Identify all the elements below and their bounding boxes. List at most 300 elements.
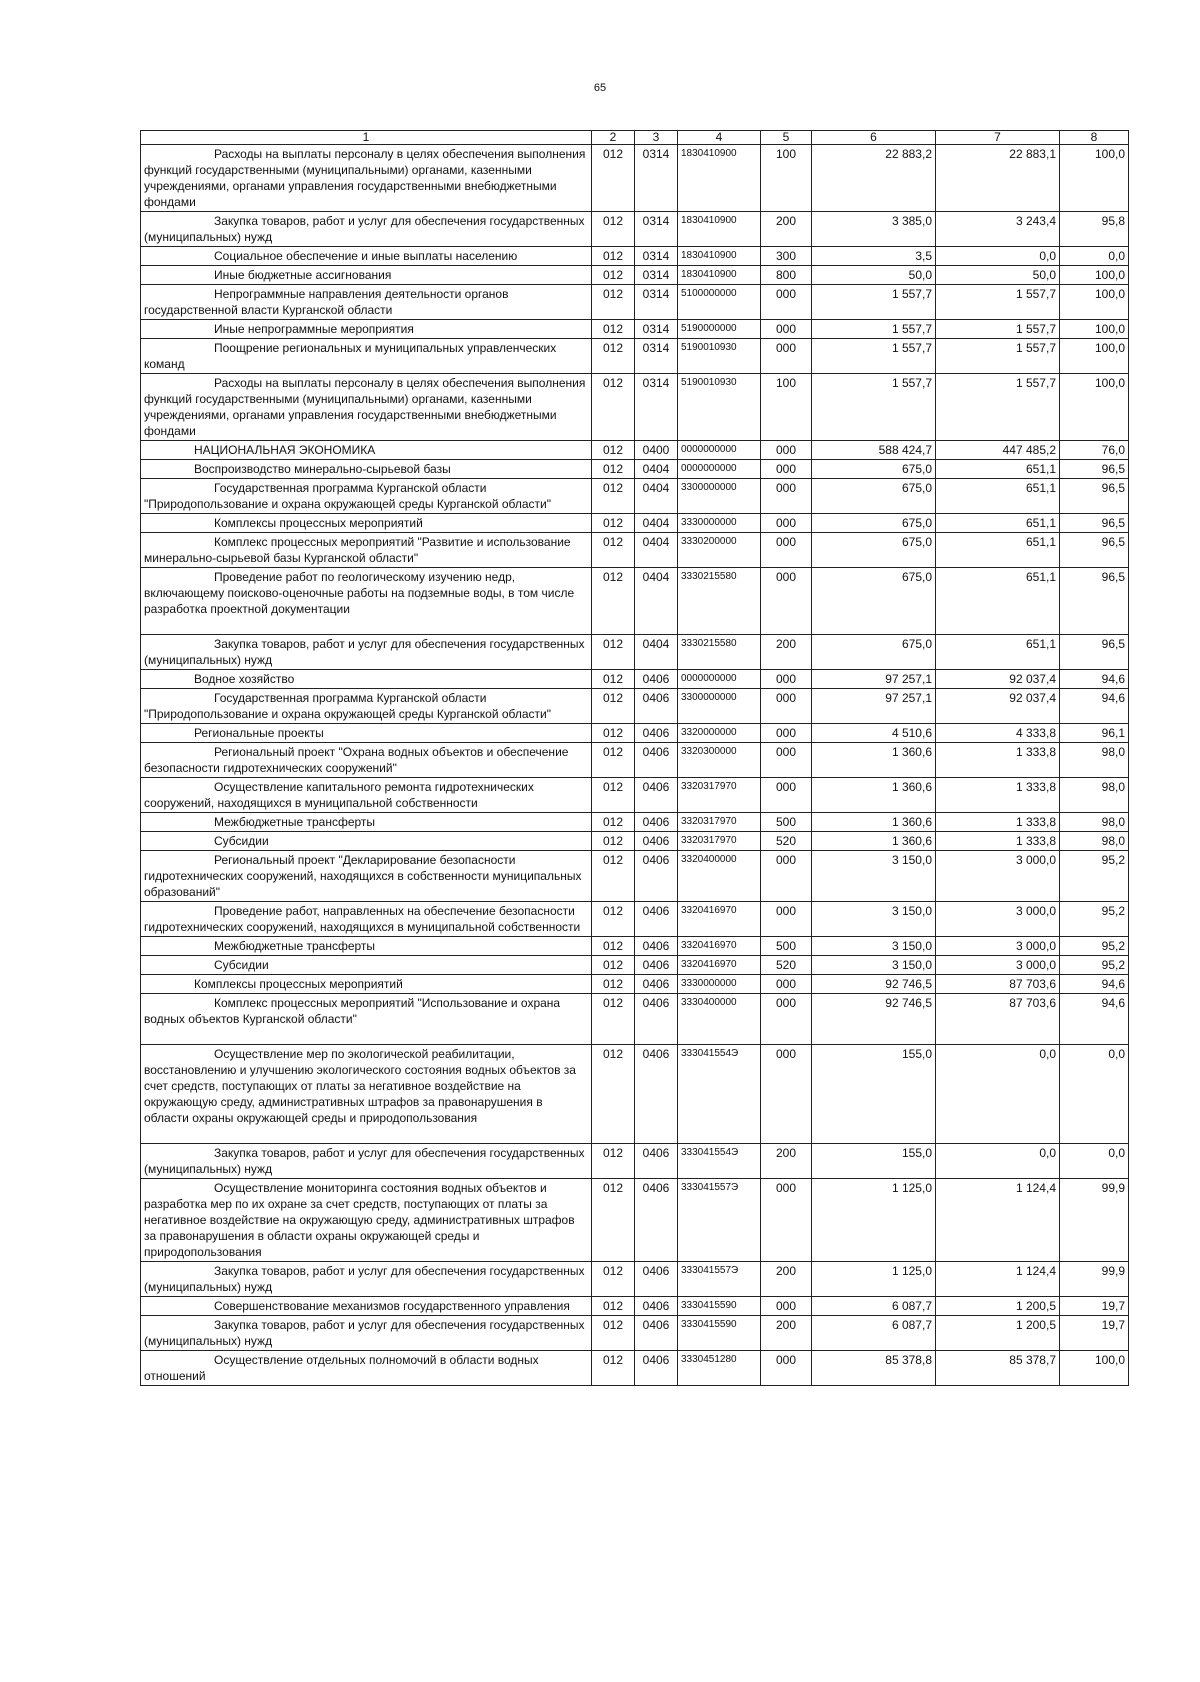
row-name xyxy=(141,937,592,956)
row-name xyxy=(141,1179,592,1262)
row-planned: 1 360,6 xyxy=(812,832,936,851)
row-name-text: Проведение работ, направленных на обеспечение безопасности гидротехнических сооружений, находящихся в муниципальной собственности xyxy=(144,904,581,934)
row-target-code: 3320416970 xyxy=(678,902,761,937)
table-row xyxy=(141,1297,1129,1316)
row-target-code: 5190000000 xyxy=(678,320,761,339)
row-percent: 95,8 xyxy=(1060,212,1129,247)
row-percent: 100,0 xyxy=(1060,145,1129,212)
row-expense-type: 000 xyxy=(761,1045,812,1144)
row-name xyxy=(141,975,592,994)
row-section-code: 0314 xyxy=(635,266,678,285)
row-planned: 3,5 xyxy=(812,247,936,266)
row-planned: 92 746,5 xyxy=(812,994,936,1045)
table-row xyxy=(141,1316,1129,1351)
row-section-code: 0406 xyxy=(635,1045,678,1144)
row-ved-code: 012 xyxy=(592,514,635,533)
row-planned: 1 557,7 xyxy=(812,339,936,374)
row-percent: 100,0 xyxy=(1060,339,1129,374)
row-planned: 675,0 xyxy=(812,460,936,479)
row-actual: 50,0 xyxy=(936,266,1060,285)
row-percent: 98,0 xyxy=(1060,832,1129,851)
table-row xyxy=(141,145,1129,212)
row-name xyxy=(141,1045,592,1144)
row-section-code: 0314 xyxy=(635,212,678,247)
header-row xyxy=(141,131,1129,145)
row-percent: 96,1 xyxy=(1060,724,1129,743)
row-planned: 6 087,7 xyxy=(812,1316,936,1351)
row-section-code: 0406 xyxy=(635,1179,678,1262)
row-name xyxy=(141,1316,592,1351)
row-ved-code: 012 xyxy=(592,266,635,285)
row-actual: 1 200,5 xyxy=(936,1297,1060,1316)
table-row xyxy=(141,902,1129,937)
row-section-code: 0404 xyxy=(635,514,678,533)
row-section-code: 0406 xyxy=(635,937,678,956)
row-target-code: 333041554Э xyxy=(678,1045,761,1144)
table-row xyxy=(141,975,1129,994)
row-expense-type: 520 xyxy=(761,956,812,975)
row-actual: 0,0 xyxy=(936,1045,1060,1144)
row-target-code: 3320300000 xyxy=(678,743,761,778)
col-header: 2 xyxy=(592,131,635,145)
page-number: 65 xyxy=(593,82,607,94)
row-target-code: 5100000000 xyxy=(678,285,761,320)
row-name xyxy=(141,533,592,568)
row-actual: 22 883,1 xyxy=(936,145,1060,212)
col-header: 4 xyxy=(678,131,761,145)
table-row xyxy=(141,832,1129,851)
table-row xyxy=(141,813,1129,832)
row-expense-type: 000 xyxy=(761,1351,812,1386)
row-name-text: Закупка товаров, работ и услуг для обеспечения государственных (муниципальных) нужд xyxy=(144,1318,585,1348)
row-actual: 0,0 xyxy=(936,1144,1060,1179)
row-ved-code: 012 xyxy=(592,145,635,212)
row-planned: 675,0 xyxy=(812,533,936,568)
row-actual: 1 333,8 xyxy=(936,832,1060,851)
row-ved-code: 012 xyxy=(592,1316,635,1351)
row-ved-code: 012 xyxy=(592,533,635,568)
row-expense-type: 000 xyxy=(761,285,812,320)
row-planned: 22 883,2 xyxy=(812,145,936,212)
row-actual: 1 557,7 xyxy=(936,374,1060,441)
table-row xyxy=(141,568,1129,635)
budget-table xyxy=(140,130,1129,1386)
row-name xyxy=(141,339,592,374)
row-ved-code: 012 xyxy=(592,689,635,724)
row-planned: 92 746,5 xyxy=(812,975,936,994)
row-expense-type: 000 xyxy=(761,1179,812,1262)
row-name xyxy=(141,689,592,724)
row-target-code: 3320317970 xyxy=(678,813,761,832)
row-ved-code: 012 xyxy=(592,937,635,956)
row-percent: 95,2 xyxy=(1060,851,1129,902)
row-ved-code: 012 xyxy=(592,832,635,851)
row-section-code: 0406 xyxy=(635,1351,678,1386)
row-name xyxy=(141,145,592,212)
row-expense-type: 500 xyxy=(761,937,812,956)
row-actual: 1 333,8 xyxy=(936,813,1060,832)
row-section-code: 0406 xyxy=(635,743,678,778)
row-ved-code: 012 xyxy=(592,374,635,441)
table-row xyxy=(141,212,1129,247)
row-name-text: Комплексы процессных мероприятий xyxy=(214,516,423,530)
row-name xyxy=(141,1351,592,1386)
col-header: 5 xyxy=(761,131,812,145)
row-ved-code: 012 xyxy=(592,851,635,902)
row-name-text: Государственная программа Курганской области "Природопользование и охрана окружающей среды Курганской области" xyxy=(144,691,552,721)
row-target-code: 1830410900 xyxy=(678,247,761,266)
row-percent: 100,0 xyxy=(1060,374,1129,441)
row-planned: 1 557,7 xyxy=(812,320,936,339)
row-name-text: Непрограммные направления деятельности органов государственной власти Курганской области xyxy=(144,287,509,317)
row-percent: 96,5 xyxy=(1060,514,1129,533)
row-actual: 87 703,6 xyxy=(936,975,1060,994)
row-expense-type: 000 xyxy=(761,743,812,778)
row-name-text: Социальное обеспечение и иные выплаты населению xyxy=(214,249,518,263)
row-planned: 3 150,0 xyxy=(812,851,936,902)
table-row xyxy=(141,743,1129,778)
row-expense-type: 300 xyxy=(761,247,812,266)
row-target-code: 0000000000 xyxy=(678,460,761,479)
row-expense-type: 000 xyxy=(761,689,812,724)
row-expense-type: 000 xyxy=(761,460,812,479)
table-row xyxy=(141,514,1129,533)
table-row xyxy=(141,533,1129,568)
row-actual: 1 557,7 xyxy=(936,285,1060,320)
row-ved-code: 012 xyxy=(592,339,635,374)
row-target-code: 333041557Э xyxy=(678,1262,761,1297)
row-planned: 1 360,6 xyxy=(812,743,936,778)
table-row xyxy=(141,285,1129,320)
row-expense-type: 000 xyxy=(761,320,812,339)
row-percent: 95,2 xyxy=(1060,902,1129,937)
row-ved-code: 012 xyxy=(592,441,635,460)
row-name xyxy=(141,1297,592,1316)
row-section-code: 0314 xyxy=(635,285,678,320)
row-target-code: 3320000000 xyxy=(678,724,761,743)
row-expense-type: 000 xyxy=(761,670,812,689)
row-name-text: Воспроизводство минерально-сырьевой базы xyxy=(194,462,451,476)
row-name xyxy=(141,743,592,778)
row-percent: 95,2 xyxy=(1060,956,1129,975)
row-name xyxy=(141,851,592,902)
row-name xyxy=(141,247,592,266)
row-actual: 87 703,6 xyxy=(936,994,1060,1045)
row-planned: 675,0 xyxy=(812,479,936,514)
table-row xyxy=(141,266,1129,285)
row-percent: 0,0 xyxy=(1060,1144,1129,1179)
row-expense-type: 000 xyxy=(761,975,812,994)
row-actual: 651,1 xyxy=(936,514,1060,533)
row-name-text: Закупка товаров, работ и услуг для обеспечения государственных (муниципальных) нужд xyxy=(144,214,585,244)
row-name-text: Расходы на выплаты персоналу в целях обеспечения выполнения функций государственными (муниципальными) органами, казенными учреждениями, органами управления государственными внебюджетными фондами xyxy=(144,376,586,438)
col-header: 8 xyxy=(1060,131,1129,145)
row-target-code: 3330415590 xyxy=(678,1297,761,1316)
row-name xyxy=(141,635,592,670)
row-target-code: 3320416970 xyxy=(678,937,761,956)
row-ved-code: 012 xyxy=(592,1297,635,1316)
row-expense-type: 200 xyxy=(761,635,812,670)
row-name-text: Иные бюджетные ассигнования xyxy=(214,268,392,282)
row-expense-type: 000 xyxy=(761,1297,812,1316)
row-percent: 94,6 xyxy=(1060,670,1129,689)
row-section-code: 0400 xyxy=(635,441,678,460)
row-name-text: НАЦИОНАЛЬНАЯ ЭКОНОМИКА xyxy=(194,443,376,457)
row-section-code: 0406 xyxy=(635,1144,678,1179)
row-target-code: 3300000000 xyxy=(678,479,761,514)
row-actual: 3 000,0 xyxy=(936,956,1060,975)
row-planned: 1 125,0 xyxy=(812,1262,936,1297)
row-planned: 50,0 xyxy=(812,266,936,285)
row-ved-code: 012 xyxy=(592,724,635,743)
row-planned: 1 557,7 xyxy=(812,374,936,441)
row-name-text: Региональный проект "Охрана водных объектов и обеспечение безопасности гидротехнических сооружений" xyxy=(144,745,569,775)
row-section-code: 0406 xyxy=(635,902,678,937)
row-target-code: 3320400000 xyxy=(678,851,761,902)
row-target-code: 3330215580 xyxy=(678,635,761,670)
row-section-code: 0406 xyxy=(635,956,678,975)
row-target-code: 0000000000 xyxy=(678,441,761,460)
row-percent: 94,6 xyxy=(1060,994,1129,1045)
row-section-code: 0406 xyxy=(635,1262,678,1297)
row-name-text: Региональные проекты xyxy=(194,726,324,740)
row-ved-code: 012 xyxy=(592,1351,635,1386)
table-row xyxy=(141,247,1129,266)
row-ved-code: 012 xyxy=(592,956,635,975)
row-planned: 1 557,7 xyxy=(812,285,936,320)
table-row xyxy=(141,994,1129,1045)
row-target-code: 333041554Э xyxy=(678,1144,761,1179)
row-section-code: 0406 xyxy=(635,724,678,743)
row-expense-type: 520 xyxy=(761,832,812,851)
row-name xyxy=(141,568,592,635)
row-actual: 85 378,7 xyxy=(936,1351,1060,1386)
row-percent: 100,0 xyxy=(1060,1351,1129,1386)
row-percent: 96,5 xyxy=(1060,533,1129,568)
row-actual: 651,1 xyxy=(936,568,1060,635)
row-section-code: 0404 xyxy=(635,533,678,568)
row-expense-type: 200 xyxy=(761,1144,812,1179)
row-name xyxy=(141,374,592,441)
row-name xyxy=(141,320,592,339)
table-row xyxy=(141,374,1129,441)
row-planned: 588 424,7 xyxy=(812,441,936,460)
table-row xyxy=(141,1144,1129,1179)
row-name-text: Расходы на выплаты персоналу в целях обеспечения выполнения функций государственными (муниципальными) органами, казенными учреждениями, органами управления государственными внебюджетными фондами xyxy=(144,147,586,209)
row-actual: 651,1 xyxy=(936,635,1060,670)
row-ved-code: 012 xyxy=(592,670,635,689)
row-expense-type: 000 xyxy=(761,533,812,568)
row-name xyxy=(141,266,592,285)
row-planned: 3 150,0 xyxy=(812,902,936,937)
row-percent: 95,2 xyxy=(1060,937,1129,956)
row-percent: 99,9 xyxy=(1060,1262,1129,1297)
row-target-code: 3330215580 xyxy=(678,568,761,635)
row-ved-code: 012 xyxy=(592,568,635,635)
row-name-text: Совершенствование механизмов государственного управления xyxy=(214,1299,570,1313)
row-name xyxy=(141,441,592,460)
row-percent: 96,5 xyxy=(1060,635,1129,670)
table-row xyxy=(141,1179,1129,1262)
row-section-code: 0406 xyxy=(635,778,678,813)
row-actual: 651,1 xyxy=(936,460,1060,479)
row-actual: 1 557,7 xyxy=(936,339,1060,374)
row-planned: 85 378,8 xyxy=(812,1351,936,1386)
row-name-text: Закупка товаров, работ и услуг для обеспечения государственных (муниципальных) нужд xyxy=(144,1146,585,1176)
row-percent: 94,6 xyxy=(1060,975,1129,994)
row-target-code: 3330415590 xyxy=(678,1316,761,1351)
row-percent: 98,0 xyxy=(1060,743,1129,778)
table-row xyxy=(141,1351,1129,1386)
row-actual: 1 333,8 xyxy=(936,778,1060,813)
table-row xyxy=(141,635,1129,670)
row-planned: 4 510,6 xyxy=(812,724,936,743)
row-section-code: 0314 xyxy=(635,374,678,441)
row-percent: 98,0 xyxy=(1060,813,1129,832)
row-planned: 97 257,1 xyxy=(812,689,936,724)
table-row xyxy=(141,670,1129,689)
row-actual: 3 000,0 xyxy=(936,937,1060,956)
row-planned: 675,0 xyxy=(812,514,936,533)
row-name xyxy=(141,285,592,320)
row-name-text: Осуществление отдельных полномочий в области водных отношений xyxy=(144,1353,539,1383)
row-name-text: Региональный проект "Декларирование безопасности гидротехнических сооружений, находящихся в собственности муниципальных образований" xyxy=(144,853,582,899)
row-expense-type: 200 xyxy=(761,212,812,247)
row-name xyxy=(141,212,592,247)
row-percent: 19,7 xyxy=(1060,1297,1129,1316)
table-row xyxy=(141,339,1129,374)
row-section-code: 0314 xyxy=(635,145,678,212)
row-target-code: 3330400000 xyxy=(678,994,761,1045)
row-name xyxy=(141,956,592,975)
row-ved-code: 012 xyxy=(592,635,635,670)
row-ved-code: 012 xyxy=(592,778,635,813)
row-expense-type: 000 xyxy=(761,441,812,460)
row-name-text: Государственная программа Курганской области "Природопользование и охрана окружающей среды Курганской области" xyxy=(144,481,552,511)
col-header: 7 xyxy=(936,131,1060,145)
row-actual: 4 333,8 xyxy=(936,724,1060,743)
row-target-code: 1830410900 xyxy=(678,212,761,247)
row-section-code: 0406 xyxy=(635,1316,678,1351)
row-section-code: 0406 xyxy=(635,851,678,902)
row-section-code: 0406 xyxy=(635,994,678,1045)
row-percent: 96,5 xyxy=(1060,460,1129,479)
row-ved-code: 012 xyxy=(592,813,635,832)
row-target-code: 5190010930 xyxy=(678,374,761,441)
row-actual: 92 037,4 xyxy=(936,689,1060,724)
table-row xyxy=(141,778,1129,813)
table-row xyxy=(141,1045,1129,1144)
row-percent: 0,0 xyxy=(1060,1045,1129,1144)
row-target-code: 3320317970 xyxy=(678,778,761,813)
row-target-code: 3330451280 xyxy=(678,1351,761,1386)
row-target-code: 3330000000 xyxy=(678,514,761,533)
row-target-code: 3330200000 xyxy=(678,533,761,568)
row-actual: 447 485,2 xyxy=(936,441,1060,460)
row-section-code: 0406 xyxy=(635,1297,678,1316)
row-expense-type: 000 xyxy=(761,479,812,514)
row-section-code: 0406 xyxy=(635,975,678,994)
row-target-code: 1830410900 xyxy=(678,266,761,285)
row-actual: 1 557,7 xyxy=(936,320,1060,339)
row-percent: 99,9 xyxy=(1060,1179,1129,1262)
row-name xyxy=(141,994,592,1045)
row-actual: 651,1 xyxy=(936,533,1060,568)
row-expense-type: 000 xyxy=(761,339,812,374)
row-planned: 97 257,1 xyxy=(812,670,936,689)
row-section-code: 0406 xyxy=(635,689,678,724)
row-name xyxy=(141,514,592,533)
row-name-text: Осуществление капитального ремонта гидротехнических сооружений, находящихся в муниципальной собственности xyxy=(144,780,534,810)
row-name-text: Поощрение региональных и муниципальных управленческих команд xyxy=(144,341,557,371)
row-name xyxy=(141,902,592,937)
row-target-code: 3300000000 xyxy=(678,689,761,724)
row-ved-code: 012 xyxy=(592,1262,635,1297)
row-percent: 0,0 xyxy=(1060,247,1129,266)
table-row xyxy=(141,1262,1129,1297)
row-expense-type: 200 xyxy=(761,1262,812,1297)
row-expense-type: 100 xyxy=(761,145,812,212)
row-target-code: 5190010930 xyxy=(678,339,761,374)
table-row xyxy=(141,441,1129,460)
col-header: 3 xyxy=(635,131,678,145)
row-expense-type: 500 xyxy=(761,813,812,832)
row-target-code: 3320317970 xyxy=(678,832,761,851)
row-percent: 100,0 xyxy=(1060,285,1129,320)
row-name-text: Комплекс процессных мероприятий "Использование и охрана водных объектов Курганской области" xyxy=(144,996,561,1026)
row-name-text: Комплексы процессных мероприятий xyxy=(194,977,403,991)
row-name xyxy=(141,778,592,813)
row-section-code: 0404 xyxy=(635,568,678,635)
row-expense-type: 100 xyxy=(761,374,812,441)
row-name-text: Осуществление мер по экологической реабилитации, восстановлению и улучшению экологического состояния водных объектов за счет средств, поступающих от платы за негативное воздействие на окружающую среду, административных штрафов за правонарушения в области охраны окружающей среды и природопользования xyxy=(144,1047,576,1125)
row-target-code: 1830410900 xyxy=(678,145,761,212)
row-name-text: Межбюджетные трансферты xyxy=(214,939,376,953)
row-ved-code: 012 xyxy=(592,1179,635,1262)
row-actual: 1 333,8 xyxy=(936,743,1060,778)
table-row xyxy=(141,320,1129,339)
row-planned: 155,0 xyxy=(812,1045,936,1144)
row-actual: 92 037,4 xyxy=(936,670,1060,689)
row-name xyxy=(141,832,592,851)
table-row xyxy=(141,937,1129,956)
row-section-code: 0314 xyxy=(635,339,678,374)
row-actual: 0,0 xyxy=(936,247,1060,266)
col-header: 6 xyxy=(812,131,936,145)
table-row xyxy=(141,724,1129,743)
row-ved-code: 012 xyxy=(592,285,635,320)
row-planned: 3 150,0 xyxy=(812,956,936,975)
row-percent: 98,0 xyxy=(1060,778,1129,813)
row-percent: 19,7 xyxy=(1060,1316,1129,1351)
row-ved-code: 012 xyxy=(592,479,635,514)
row-target-code: 0000000000 xyxy=(678,670,761,689)
row-planned: 675,0 xyxy=(812,635,936,670)
row-ved-code: 012 xyxy=(592,975,635,994)
row-percent: 96,5 xyxy=(1060,568,1129,635)
row-name-text: Закупка товаров, работ и услуг для обеспечения государственных (муниципальных) нужд xyxy=(144,1264,585,1294)
row-ved-code: 012 xyxy=(592,247,635,266)
row-actual: 3 243,4 xyxy=(936,212,1060,247)
row-actual: 3 000,0 xyxy=(936,851,1060,902)
row-name xyxy=(141,1262,592,1297)
row-name-text: Комплекс процессных мероприятий "Развитие и использование минерально-сырьевой базы Курганской области" xyxy=(144,535,571,565)
row-actual: 1 124,4 xyxy=(936,1179,1060,1262)
row-actual: 651,1 xyxy=(936,479,1060,514)
row-ved-code: 012 xyxy=(592,994,635,1045)
row-ved-code: 012 xyxy=(592,212,635,247)
row-name xyxy=(141,813,592,832)
